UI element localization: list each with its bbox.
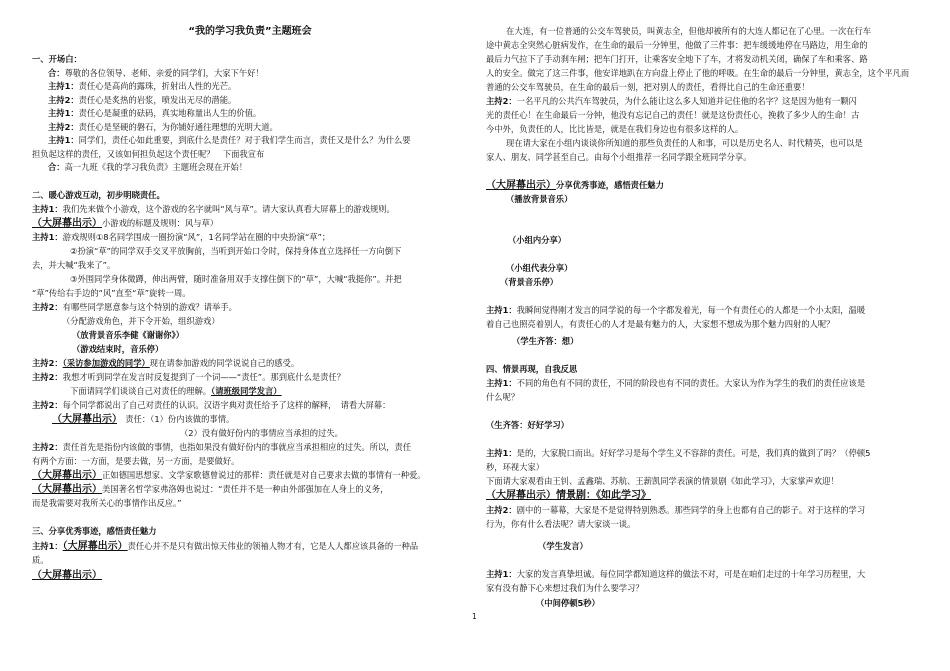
paragraph: （大屏幕出示）美国著名哲学家弗洛姆也说过：“责任并不是一种由外部强加在人身上的义务，	[32, 484, 389, 495]
section-heading-1: 一、开场白：	[32, 54, 82, 64]
paragraph: 主持2：责任首先是指份内该做的事情，也指如果没有做好份内的事就应当承担相应的过失。所以，责任	[32, 442, 412, 452]
interview-cue: （采访参加游戏的同学）	[62, 358, 150, 368]
paragraph-continuation: 而是我需要对我所关心的事情作出反应。”	[32, 498, 182, 508]
paragraph-continuation: 家人、朋友、同学甚至自己。由每个小组推荐一名同学跟全班同学分享。	[486, 152, 752, 162]
paragraph-continuation: “草”传给右手边的“风”直至“草”旋转一周。	[32, 288, 191, 298]
paragraph: 主持2：（采访参加游戏的同学）现在请参加游戏的同学说说自己的感受。	[32, 358, 300, 368]
paragraph: 在大连，有一位普通的公交车驾驶员，叫黄志全，但他却被所有的大连人都记在了心里。一次在行车	[506, 26, 872, 36]
stage-direction: （播放背景音乐）	[506, 194, 573, 204]
screen-cue: （大屏幕出示）	[32, 570, 102, 581]
section-heading-3: 三、分享优秀事迹，感悟责任魅力	[32, 526, 157, 536]
stage-direction: （游戏结束时，音乐停）	[72, 344, 164, 354]
paragraph: 主持2：我想才听到同学在发言时反复提到了一个词——“责任”。那到底什么是责任？	[32, 372, 346, 382]
paragraph-continuation: 着自己也照亮着别人，有责任心的人才是最有魅力的人，大家想不想成为那个魅力四射的人呢？	[486, 319, 835, 329]
play-announcement: （大屏幕出示）情景剧：《如此学习》	[486, 490, 651, 501]
paragraph: 主持2：剧中的一幕幕，大家是不是觉得特别熟悉。那些同学的身上也都有自己的影子。对于这样的学习	[486, 505, 866, 515]
paragraph-continuation: 普通的公交车驾驶员，在生命的最后一刻，把对别人的责任，看得比自己的生命还重要！	[486, 82, 810, 92]
screen-cue: （大屏幕出示）	[486, 490, 556, 501]
paragraph-continuation: 途中黄志全突然心脏病发作，在生命的最后一分钟里，他做了三件事：把车缓缓地停在马路边，用生命的	[486, 40, 868, 50]
screen-cue: （大屏幕出示）	[62, 541, 128, 552]
paragraph-continuation: 秒，环视大家）	[486, 462, 545, 472]
stage-direction: （小组代表分享）	[506, 263, 573, 273]
paragraph: 主持1：同学们，责任心如此重要，到底什么是责任？对于我们学生而言，责任又是什么？为什么要	[48, 135, 411, 145]
stage-direction: （放背景音乐李健《谢谢你》）	[72, 330, 185, 340]
class-speak-cue: （请班级同学发言）	[211, 386, 282, 396]
paragraph-continuation: 今中外，负责任的人，比比皆是，就是在我们身边也有很多这样的人。	[486, 124, 744, 134]
paragraph: 主持1：责任心是高尚的露珠，折射出人性的光芒。	[48, 81, 237, 91]
paragraph-continuation: 质。	[32, 555, 49, 565]
paragraph: 主持1：责任心是凝重的砝码，真实地称量出人生的价值。	[48, 108, 262, 118]
paragraph-continuation: 光的责任心！在生命最后一分钟，他没有忘记自己的责任！就是这份责任心，挽救了多少人的生命！古	[486, 110, 860, 120]
page-title: “我的学习我负责”主题班会	[188, 26, 312, 37]
paragraph-continuation: 行为，你有什么看法呢？请大家谈一谈。	[486, 519, 636, 529]
screen-cue: （大屏幕出示）	[32, 218, 102, 229]
paragraph-continuation: 有两个方面：一方面，是要去做，另一方面，是要做好。	[32, 456, 240, 466]
paragraph: 主持1：是的，大家脱口而出。好好学习是每个学生义不容辞的责任。可是，我们真的做到了吗？（停顿5	[486, 448, 871, 458]
section-heading-4: 四、情景再现，自我反思	[486, 364, 578, 374]
paragraph: 主持2：责任心是炙热的岩浆，喷发出无尽的潜能。	[48, 95, 237, 105]
section-screen-cue: （大屏幕出示）分享优秀事迹，感悟责任魅力	[486, 180, 664, 191]
screen-cue: （大屏幕出示）	[32, 470, 102, 481]
stage-direction: （生齐答：好好学习）	[486, 420, 569, 430]
paragraph: 主持2：责任心是坚硬的磐石，为你铺好通往理想的光明大道。	[48, 122, 278, 132]
paragraph: （大屏幕出示） 责任：（1）份内该做的事情。	[52, 414, 235, 425]
paragraph: 合：尊敬的各位领导、老师、亲爱的同学们，大家下午好！	[48, 68, 264, 78]
paragraph: 合：高一九班《我的学习我负责》主题班会现在开始！	[48, 162, 248, 172]
screen-cue: （大屏幕出示）	[52, 414, 117, 425]
paragraph: 主持1：我们先来做个小游戏，这个游戏的名字就叫“风与草”。请大家认真看大屏幕上的游戏规则。	[32, 204, 395, 214]
paragraph: 主持1：大家的发言真挚坦诚。每位同学都知道这样的做法不对，可是在咱们走过的十年学习历程里，大	[486, 569, 866, 579]
stage-direction: （分配游戏角色，并下令开始，组织游戏）	[62, 316, 220, 326]
paragraph: 主持1：（大屏幕出示）责任心并不是只有做出惊天伟业的领袖人物才有，它是人人都应该具备的一种品	[32, 541, 419, 552]
paragraph: 下面请同学们谈谈自己对责任的理解。（请班级同学发言）	[70, 386, 282, 396]
paragraph: 下面请大家观看由王钊、孟鑫瑞、苏航、王薪凯同学表演的情景剧《如此学习》，大家掌声欢迎！	[486, 476, 839, 486]
paragraph: ②扮演“草”的同学双手交叉平放胸前，当听到开始口令时，保持身体直立选择任一方向倒下	[70, 246, 402, 256]
paragraph-continuation: 家有没有静下心来想过我们为什么要学习？	[486, 583, 644, 593]
stage-direction: （学生齐答：想）	[512, 336, 579, 346]
screen-cue: （大屏幕出示）	[32, 484, 102, 495]
section-heading-2: 二、暖心游戏互动，初步明晓责任。	[32, 190, 165, 200]
screen-cue: （大屏幕出示）	[486, 180, 556, 191]
paragraph: ③外围同学身体微蹲，伸出两臂，随时准备用双手支撑住倒下的“草”，大喊“我挺你”。并把	[70, 274, 402, 284]
paragraph: （2）没有做好份内的事情应当承担的过失。	[180, 428, 343, 438]
paragraph-continuation: 最后力气拉下了手动刹车闸；把车门打开，让乘客安全地下了车，才将发动机关闭，确保了车和乘客、路	[486, 54, 868, 64]
stage-direction: （背景音乐停）	[500, 277, 559, 287]
paragraph: 主持2：有哪些同学愿意参与这个特别的游戏？请举手。	[32, 302, 237, 312]
stage-direction: （学生发言）	[538, 541, 588, 551]
paragraph: 主持2：每个同学都说出了自己对责任的认识。汉语字典对责任给予了这样的解释， 请看大屏幕：	[32, 400, 391, 410]
stage-direction: （中间停顿5秒）	[536, 598, 600, 608]
paragraph: 主持1：我瞬间觉得刚才发言的同学说的每一个字都发着光，每一个有责任心的人都是一个小太阳，温暖	[486, 305, 866, 315]
paragraph: （大屏幕出示）正如德国思想家、文学家歌德曾说过的那样：责任就是对自己要求去做的事情有一种爱。	[32, 470, 426, 481]
stage-direction: （小组内分享）	[508, 235, 567, 245]
paragraph: 主持2：一名平凡的公共汽车驾驶员，为什么能让这么多人知道并记住他的名字？这是因为他有一颗闪	[486, 96, 857, 106]
paragraph: 主持1：游戏规则①8名同学围成一圈扮演“风”，1名同学站在圈的中央扮演“草”；	[32, 232, 331, 242]
page-number: 1	[472, 612, 477, 621]
paragraph: 现在请大家在小组内谈谈你所知道的那些负责任的人和事，可以是历史名人、时代精英，也可以是	[506, 138, 863, 148]
paragraph-continuation: 什么呢？	[486, 392, 520, 402]
paragraph-continuation: 担负起这样的责任，又该如何担负起这个责任呢？ 下面我宣布	[32, 149, 265, 159]
paragraph: （大屏幕出示）小游戏的标题及规则：风与草）	[32, 218, 219, 229]
paragraph-continuation: 人的安全。做完了这三件事，他安详地趴在方向盘上停止了他的呼吸。在生命的最后一分钟里，黄志全，这个平凡而	[486, 68, 910, 78]
paragraph-continuation: 去，并大喊“我来了”。	[32, 260, 116, 270]
paragraph: 主持1：不同的角色有不同的责任，不同的阶段也有不同的责任。大家认为作为学生的我们的责任应该是	[486, 378, 866, 388]
